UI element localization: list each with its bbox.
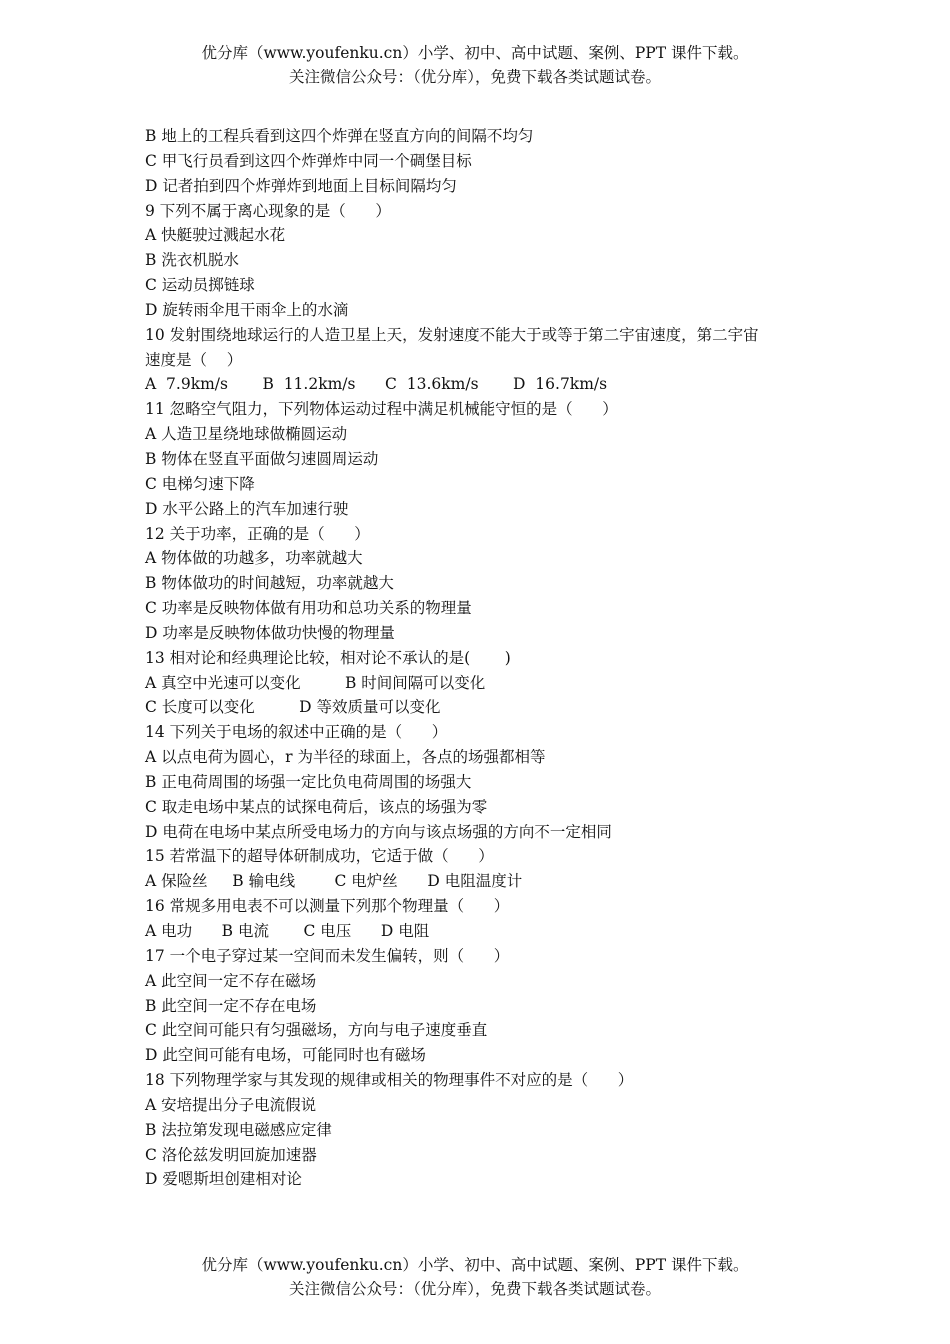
page-footer [0,1253,950,1301]
text-line: A 人造卫星绕地球做椭圆运动 [145,425,348,444]
text-line: A 以点电荷为圆心，r 为半径的球面上，各点的场强都相等 [145,748,546,767]
text-line: A 快艇驶过溅起水花 [145,226,286,245]
footer-line-1: 优分库（www.youfenku.cn）小学、初中、高中试题、案例、PPT 课件下载。 [201,1256,749,1274]
text-line: C 此空间可能只有匀强磁场，方向与电子速度垂直 [145,1021,488,1040]
text-line: 14 下列关于电场的叙述中正确的是（ ） [145,723,448,742]
page-header [0,41,950,89]
footer-line-2: 关注微信公众号：（优分库），免费下载各类试题试卷。 [288,1280,661,1298]
header-line-1: 优分库（www.youfenku.cn）小学、初中、高中试题、案例、PPT 课件下载。 [201,44,749,62]
text-line: B 洗衣机脱水 [145,251,239,270]
text-line: D 电荷在电场中某点所受电场力的方向与该点场强的方向不一定相同 [145,822,612,841]
text-line: 16 常规多用电表不可以测量下列那个物理量（ ） [145,897,510,916]
text-line: B 正电荷周围的场强一定比负电荷周围的场强大 [145,772,472,791]
text-line: A 保险丝 B 输电线 C 电炉丝 D 电阻温度计 [145,872,523,891]
header-line-2: 关注微信公众号：（优分库），免费下载各类试题试卷。 [288,68,661,86]
text-line: 9 下列不属于离心现象的是（ ） [145,201,391,220]
text-line: C 运动员掷链球 [145,276,255,295]
text-line: D 旋转雨伞甩干雨伞上的水滴 [145,300,349,319]
text-line: B 此空间一定不存在电场 [145,996,317,1015]
text-line: D 功率是反映物体做功快慢的物理量 [145,623,395,642]
text-line: D 此空间可能有电场，可能同时也有磁场 [145,1046,426,1065]
question-content [145,124,825,1192]
text-line: B 地上的工程兵看到这四个炸弹在竖直方向的间隔不均匀 [145,127,534,145]
text-line: 12 关于功率，正确的是（ ） [145,524,370,543]
text-line: A 安培提出分子电流假说 [145,1095,317,1114]
text-line: 10 发射围绕地球运行的人造卫星上天，发射速度不能大于或等于第二宇宙速度，第二宇宙 [145,325,759,344]
text-line: A 电功 B 电流 C 电压 D 电阻 [145,922,430,940]
text-line: 18 下列物理学家与其发现的规律或相关的物理事件不对应的是（ ） [145,1071,634,1090]
text-line: 15 若常温下的超导体研制成功，它适于做（ ） [145,847,494,866]
text-line: C 取走电场中某点的试探电荷后，该点的场强为零 [145,797,488,816]
text-line: 13 相对论和经典理论比较，相对论不承认的是( ) [145,648,511,667]
text-line: 11 忽略空气阻力，下列物体运动过程中满足机械能守恒的是（ ） [145,400,618,419]
text-line: 速度是（ ） [145,350,243,369]
text-line: A 7.9km/s B 11.2km/s C 13.6km/s D 16.7km/s [145,375,608,394]
text-line: C 洛伦兹发明回旋加速器 [145,1145,317,1164]
text-line: A 物体做的功越多，功率就越大 [145,549,363,568]
text-line: 17 一个电子穿过某一空间而未发生偏转，则（ ） [145,946,510,965]
text-line: B 法拉第发现电磁感应定律 [145,1120,332,1139]
text-line: D 爱嗯斯坦创建相对论 [145,1170,302,1189]
text-line: C 甲飞行员看到这四个炸弹炸中同一个碉堡目标 [145,151,472,170]
text-line: A 此空间一定不存在磁场 [145,971,317,990]
text-line: C 功率是反映物体做有用功和总功关系的物理量 [145,599,472,618]
text-line: C 电梯匀速下降 [145,474,255,493]
text-line: B 物体在竖直平面做匀速圆周运动 [145,449,379,468]
text-line: B 物体做功的时间越短，功率就越大 [145,574,394,593]
text-line: D 记者拍到四个炸弹炸到地面上目标间隔均匀 [145,176,457,195]
text-line: D 水平公路上的汽车加速行驶 [145,499,349,518]
text-line: A 真空中光速可以变化 B 时间间隔可以变化 [145,673,486,692]
text-line: C 长度可以变化 D 等效质量可以变化 [145,698,441,717]
